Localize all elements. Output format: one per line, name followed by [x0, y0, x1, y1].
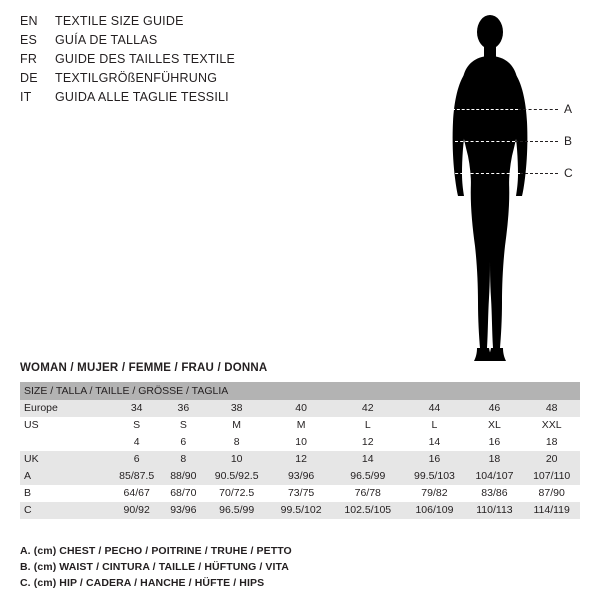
cell: 88/90	[163, 468, 203, 485]
waist-measure-line-inner	[455, 141, 515, 142]
cell: S	[110, 417, 163, 434]
language-row	[20, 14, 350, 33]
cell: XXL	[523, 417, 580, 434]
language-title: GUÍA DE TALLAS	[55, 33, 158, 47]
cell: 104/107	[466, 468, 524, 485]
cell: 48	[523, 400, 580, 417]
table-row	[20, 417, 580, 434]
cell: 36	[163, 400, 203, 417]
cell: 12	[332, 434, 403, 451]
chest-measure-line-inner	[452, 109, 518, 110]
language-title: GUIDA ALLE TAGLIE TESSILI	[55, 90, 229, 104]
row-label: C	[20, 502, 110, 519]
cell: 34	[110, 400, 163, 417]
cell: 99.5/103	[403, 468, 465, 485]
table-row	[20, 502, 580, 519]
cell: 44	[403, 400, 465, 417]
row-label: B	[20, 485, 110, 502]
cell: 96.5/99	[203, 502, 270, 519]
cell: 40	[270, 400, 332, 417]
cell: 12	[270, 451, 332, 468]
cell: 107/110	[523, 468, 580, 485]
table-row	[20, 485, 580, 502]
cell: 10	[203, 451, 270, 468]
cell: 106/109	[403, 502, 465, 519]
row-label: US	[20, 417, 110, 434]
body-figure	[400, 10, 590, 370]
female-silhouette-icon	[430, 10, 550, 370]
cell: 99.5/102	[270, 502, 332, 519]
table-row	[20, 400, 580, 417]
table-row	[20, 468, 580, 485]
cell: 16	[403, 451, 465, 468]
size-table	[20, 382, 580, 519]
cell: 85/87.5	[110, 468, 163, 485]
cell: 79/82	[403, 485, 465, 502]
cell: XL	[466, 417, 524, 434]
cell: 93/96	[163, 502, 203, 519]
cell: S	[163, 417, 203, 434]
table-header-label: SIZE / TALLA / TAILLE / GRÖSSE / TAGLIA	[20, 382, 580, 400]
cell: 20	[523, 451, 580, 468]
cell: 18	[523, 434, 580, 451]
cell: 102.5/105	[332, 502, 403, 519]
cell: 16	[466, 434, 524, 451]
table-header-row	[20, 382, 580, 400]
cell: 4	[110, 434, 163, 451]
cell: 114/119	[523, 502, 580, 519]
measurement-notes	[20, 543, 580, 591]
language-row	[20, 90, 350, 109]
cell: 10	[270, 434, 332, 451]
cell: 68/70	[163, 485, 203, 502]
cell: 14	[332, 451, 403, 468]
language-title: TEXTILGRÖßENFÜHRUNG	[55, 71, 218, 85]
waist-measure-line-outer	[515, 141, 558, 142]
cell: 90.5/92.5	[203, 468, 270, 485]
cell: 96.5/99	[332, 468, 403, 485]
cell: 14	[403, 434, 465, 451]
cell: 8	[163, 451, 203, 468]
row-label	[20, 434, 110, 451]
row-label: Europe	[20, 400, 110, 417]
cell: 76/78	[332, 485, 403, 502]
cell: 87/90	[523, 485, 580, 502]
language-title: GUIDE DES TAILLES TEXTILE	[55, 52, 236, 66]
cell: M	[203, 417, 270, 434]
waist-measure-label: B	[564, 134, 573, 148]
row-label: UK	[20, 451, 110, 468]
cell: 46	[466, 400, 524, 417]
cell: 70/72.5	[203, 485, 270, 502]
hip-measure-label: C	[564, 166, 573, 180]
language-code: IT	[20, 90, 32, 104]
cell: 90/92	[110, 502, 163, 519]
note-hip: C. (cm) HIP / CADERA / HANCHE / HÜFTE / HIPS	[20, 577, 265, 589]
cell: 6	[110, 451, 163, 468]
cell: 73/75	[270, 485, 332, 502]
note-chest: A. (cm) CHEST / PECHO / POITRINE / TRUHE / PETTO	[20, 545, 292, 557]
cell: 83/86	[466, 485, 524, 502]
cell: 8	[203, 434, 270, 451]
language-code: EN	[20, 14, 38, 28]
language-row	[20, 71, 350, 90]
hip-measure-line-inner	[450, 173, 520, 174]
cell: L	[403, 417, 465, 434]
note-waist: B. (cm) WAIST / CINTURA / TAILLE / HÜFTUNG / VITA	[20, 561, 289, 573]
table-row	[20, 451, 580, 468]
cell: L	[332, 417, 403, 434]
cell: 110/113	[466, 502, 524, 519]
table-row	[20, 434, 580, 451]
language-title: TEXTILE SIZE GUIDE	[55, 14, 184, 28]
language-row	[20, 33, 350, 52]
chest-measure-line-outer	[518, 109, 558, 110]
cell: 42	[332, 400, 403, 417]
language-code: ES	[20, 33, 38, 47]
row-label: A	[20, 468, 110, 485]
hip-measure-line-outer	[520, 173, 558, 174]
cell: 64/67	[110, 485, 163, 502]
section-heading: WOMAN / MUJER / FEMME / FRAU / DONNA	[20, 362, 268, 374]
cell: M	[270, 417, 332, 434]
cell: 38	[203, 400, 270, 417]
cell: 6	[163, 434, 203, 451]
language-code: FR	[20, 52, 38, 66]
cell: 18	[466, 451, 524, 468]
language-titles	[20, 14, 350, 109]
chest-measure-label: A	[564, 102, 573, 116]
cell: 93/96	[270, 468, 332, 485]
language-row	[20, 52, 350, 71]
language-code: DE	[20, 71, 38, 85]
